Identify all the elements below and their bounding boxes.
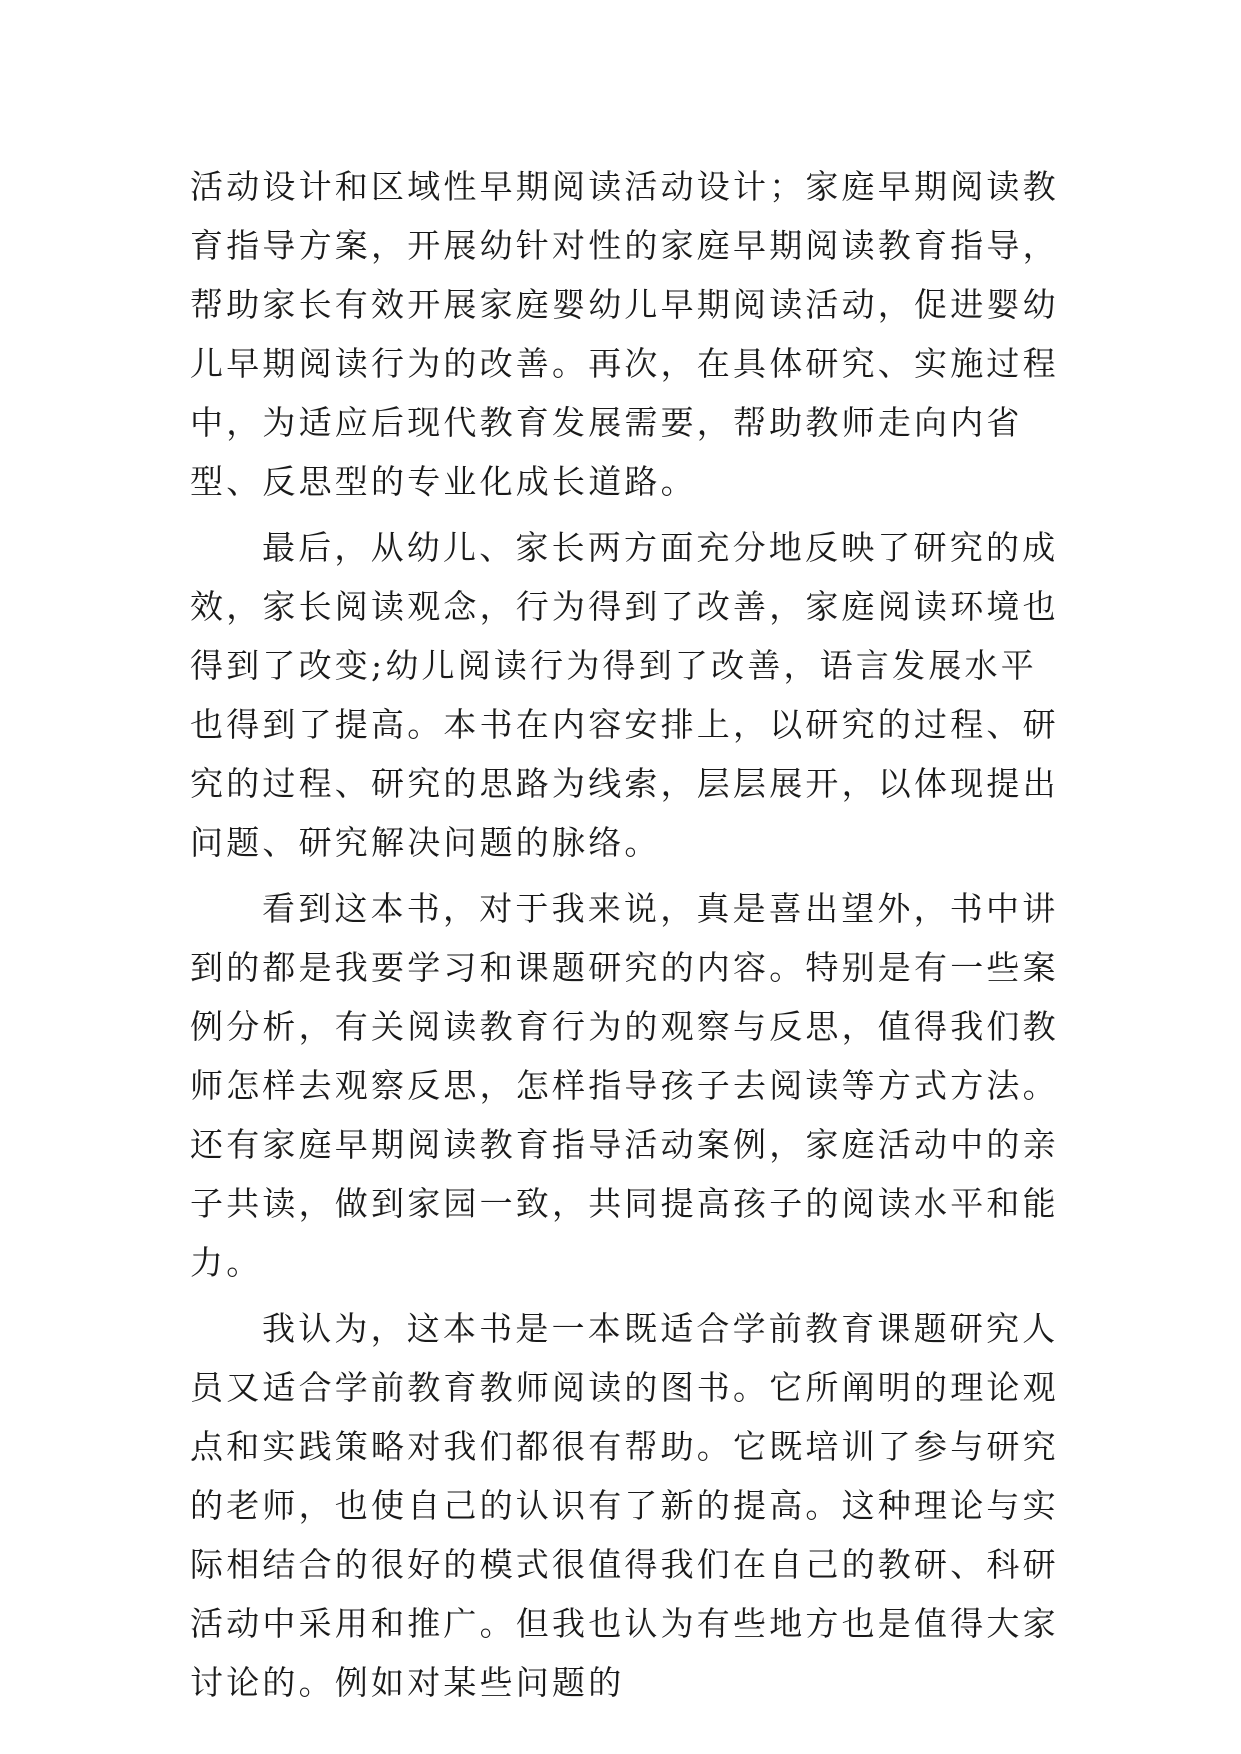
paragraph: 最后，从幼儿、家长两方面充分地反映了研究的成效，家长阅读观念，行为得到了改善，家庭阅读环境也得到了改变;幼儿阅读行为得到了改善，语言发展水平也得到了提高。本书在内容安排上，以研究的过程、研究的过程、研究的思路为线索，层层展开，以体现提出问题、研究解决问题的脉络。 — [190, 528, 1059, 862]
paragraph: 我认为，这本书是一本既适合学前教育课题研究人员又适合学前教育教师阅读的图书。它所阐明的理论观点和实践策略对我们都很有帮助。它既培训了参与研究的老师，也使自己的认识有了新的提高。这种理论与实际相结合的很好的模式很值得我们在自己的教研、科研活动中采用和推广。但我也认为有些地方也是值得大家讨论的。例如对某些问题的 — [190, 1309, 1059, 1702]
body-text — [190, 157, 1070, 1719]
paragraph: 活动设计和区域性早期阅读活动设计；家庭早期阅读教育指导方案，开展幼针对性的家庭早期阅读教育指导，帮助家长有效开展家庭婴幼儿早期阅读活动，促进婴幼儿早期阅读行为的改善。再次，在具体研究、实施过程中，为适应后现代教育发展需要，帮助教师走向内省型、反思型的专业化成长道路。 — [190, 167, 1059, 501]
paragraph: 看到这本书，对于我来说，真是喜出望外，书中讲到的都是我要学习和课题研究的内容。特别是有一些案例分析，有关阅读教育行为的观察与反思，值得我们教师怎样去观察反思，怎样指导孩子去阅读等方式方法。还有家庭早期阅读教育指导活动案例，家庭活动中的亲子共读，做到家园一致，共同提高孩子的阅读水平和能力。 — [190, 889, 1059, 1282]
